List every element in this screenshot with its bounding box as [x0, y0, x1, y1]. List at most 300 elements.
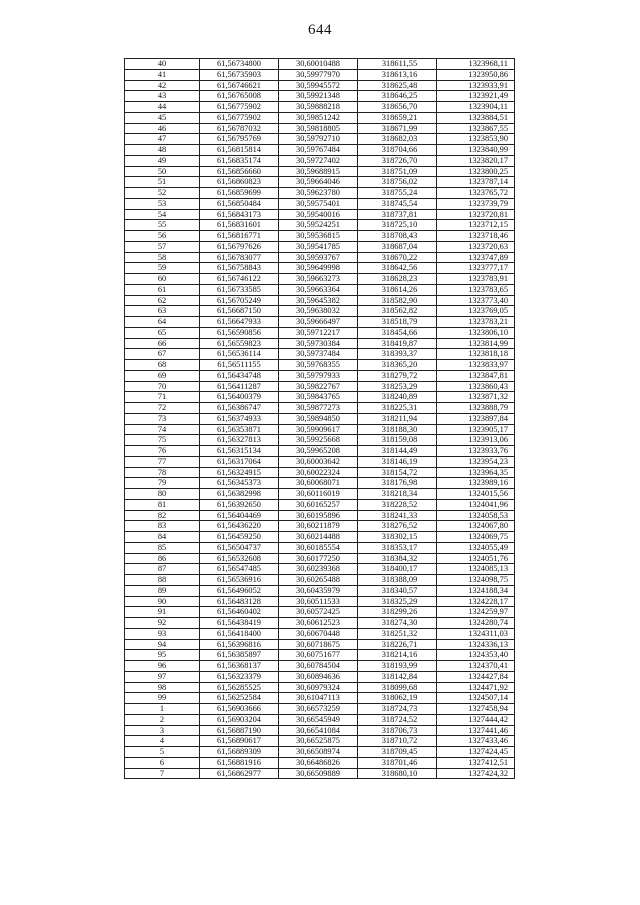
y-coordinate-cell: 1323913,06: [437, 435, 515, 446]
x-coordinate-cell: 318701,46: [358, 757, 437, 768]
x-coordinate-cell: 318340,57: [358, 585, 437, 596]
longitude-cell: 30,60010488: [279, 59, 358, 70]
y-coordinate-cell: 1327424,32: [437, 768, 515, 779]
longitude-cell: 30,59925668: [279, 435, 358, 446]
point-number-cell: 62: [125, 295, 200, 306]
point-number-cell: 47: [125, 134, 200, 145]
point-number-cell: 94: [125, 639, 200, 650]
table-row: [125, 542, 515, 553]
latitude-cell: 61,56345373: [200, 478, 279, 489]
table-row: [125, 252, 515, 263]
point-number-cell: 65: [125, 327, 200, 338]
latitude-cell: 61,56559823: [200, 338, 279, 349]
y-coordinate-cell: 1323954,23: [437, 456, 515, 467]
latitude-cell: 61,56323379: [200, 671, 279, 682]
y-coordinate-cell: 1323989,16: [437, 478, 515, 489]
latitude-cell: 61,56903666: [200, 704, 279, 715]
coordinates-table-body: [125, 59, 515, 779]
y-coordinate-cell: 1323720,63: [437, 241, 515, 252]
x-coordinate-cell: 318146,19: [358, 456, 437, 467]
longitude-cell: 30,59638032: [279, 306, 358, 317]
point-number-cell: 93: [125, 628, 200, 639]
latitude-cell: 61,56862977: [200, 768, 279, 779]
y-coordinate-cell: 1324055,49: [437, 542, 515, 553]
x-coordinate-cell: 318226,71: [358, 639, 437, 650]
point-number-cell: 46: [125, 123, 200, 134]
point-number-cell: 75: [125, 435, 200, 446]
longitude-cell: 30,60894636: [279, 671, 358, 682]
longitude-cell: 30,59666497: [279, 317, 358, 328]
table-row: [125, 392, 515, 403]
x-coordinate-cell: 318582,90: [358, 295, 437, 306]
x-coordinate-cell: 318211,94: [358, 413, 437, 424]
longitude-cell: 30,59730384: [279, 338, 358, 349]
latitude-cell: 61,56460402: [200, 607, 279, 618]
y-coordinate-cell: 1324427,84: [437, 671, 515, 682]
y-coordinate-cell: 1323777,17: [437, 263, 515, 274]
y-coordinate-cell: 1327458,94: [437, 704, 515, 715]
x-coordinate-cell: 318710,72: [358, 736, 437, 747]
latitude-cell: 61,56385897: [200, 650, 279, 661]
longitude-cell: 30,59593767: [279, 252, 358, 263]
y-coordinate-cell: 1324067,80: [437, 521, 515, 532]
table-row: [125, 69, 515, 80]
latitude-cell: 61,56547485: [200, 564, 279, 575]
point-number-cell: 72: [125, 403, 200, 414]
y-coordinate-cell: 1323718,46: [437, 231, 515, 242]
latitude-cell: 61,56765008: [200, 91, 279, 102]
longitude-cell: 30,59888218: [279, 102, 358, 113]
y-coordinate-cell: 1323860,43: [437, 381, 515, 392]
point-number-cell: 48: [125, 145, 200, 156]
y-coordinate-cell: 1323933,76: [437, 446, 515, 457]
point-number-cell: 57: [125, 241, 200, 252]
latitude-cell: 61,56856660: [200, 166, 279, 177]
table-row: [125, 370, 515, 381]
latitude-cell: 61,56411287: [200, 381, 279, 392]
longitude-cell: 30,59663364: [279, 284, 358, 295]
point-number-cell: 50: [125, 166, 200, 177]
longitude-cell: 30,66525875: [279, 736, 358, 747]
x-coordinate-cell: 318656,70: [358, 102, 437, 113]
table-row: [125, 306, 515, 317]
longitude-cell: 30,59977970: [279, 69, 358, 80]
x-coordinate-cell: 318325,29: [358, 596, 437, 607]
x-coordinate-cell: 318274,30: [358, 618, 437, 629]
latitude-cell: 61,56496052: [200, 585, 279, 596]
table-row: [125, 381, 515, 392]
table-row: [125, 725, 515, 736]
y-coordinate-cell: 1324085,13: [437, 564, 515, 575]
x-coordinate-cell: 318253,29: [358, 381, 437, 392]
x-coordinate-cell: 318706,73: [358, 725, 437, 736]
latitude-cell: 61,56735903: [200, 69, 279, 80]
y-coordinate-cell: 1324280,74: [437, 618, 515, 629]
table-row: [125, 338, 515, 349]
table-row: [125, 757, 515, 768]
x-coordinate-cell: 318709,45: [358, 747, 437, 758]
x-coordinate-cell: 318670,22: [358, 252, 437, 263]
y-coordinate-cell: 1324015,56: [437, 489, 515, 500]
point-number-cell: 82: [125, 510, 200, 521]
longitude-cell: 30,59894850: [279, 413, 358, 424]
longitude-cell: 30,60751677: [279, 650, 358, 661]
latitude-cell: 61,56889309: [200, 747, 279, 758]
table-row: [125, 456, 515, 467]
y-coordinate-cell: 1327424,45: [437, 747, 515, 758]
longitude-cell: 30,59712217: [279, 327, 358, 338]
latitude-cell: 61,56400379: [200, 392, 279, 403]
y-coordinate-cell: 1323904,11: [437, 102, 515, 113]
point-number-cell: 74: [125, 424, 200, 435]
longitude-cell: 30,59843765: [279, 392, 358, 403]
x-coordinate-cell: 318154,72: [358, 467, 437, 478]
x-coordinate-cell: 318214,16: [358, 650, 437, 661]
point-number-cell: 56: [125, 231, 200, 242]
table-row: [125, 478, 515, 489]
table-row: [125, 166, 515, 177]
point-number-cell: 80: [125, 489, 200, 500]
y-coordinate-cell: 1324058,53: [437, 510, 515, 521]
point-number-cell: 4: [125, 736, 200, 747]
longitude-cell: 30,60195896: [279, 510, 358, 521]
point-number-cell: 44: [125, 102, 200, 113]
table-row: [125, 521, 515, 532]
x-coordinate-cell: 318193,99: [358, 661, 437, 672]
longitude-cell: 30,60784504: [279, 661, 358, 672]
x-coordinate-cell: 318724,52: [358, 714, 437, 725]
x-coordinate-cell: 318388,09: [358, 575, 437, 586]
point-number-cell: 86: [125, 553, 200, 564]
y-coordinate-cell: 1324507,14: [437, 693, 515, 704]
longitude-cell: 30,59664046: [279, 177, 358, 188]
y-coordinate-cell: 1327412,51: [437, 757, 515, 768]
point-number-cell: 3: [125, 725, 200, 736]
latitude-cell: 61,56536114: [200, 349, 279, 360]
table-row: [125, 639, 515, 650]
latitude-cell: 61,56746122: [200, 274, 279, 285]
longitude-cell: 30,59965208: [279, 446, 358, 457]
y-coordinate-cell: 1323773,40: [437, 295, 515, 306]
y-coordinate-cell: 1323747,89: [437, 252, 515, 263]
longitude-cell: 30,66486826: [279, 757, 358, 768]
point-number-cell: 69: [125, 370, 200, 381]
x-coordinate-cell: 318659,21: [358, 112, 437, 123]
x-coordinate-cell: 318745,54: [358, 198, 437, 209]
point-number-cell: 6: [125, 757, 200, 768]
latitude-cell: 61,56758843: [200, 263, 279, 274]
latitude-cell: 61,56436220: [200, 521, 279, 532]
longitude-cell: 30,59737484: [279, 349, 358, 360]
y-coordinate-cell: 1324041,96: [437, 499, 515, 510]
y-coordinate-cell: 1323806,10: [437, 327, 515, 338]
x-coordinate-cell: 318241,33: [358, 510, 437, 521]
latitude-cell: 61,56787032: [200, 123, 279, 134]
longitude-cell: 30,59768355: [279, 360, 358, 371]
table-row: [125, 424, 515, 435]
point-number-cell: 98: [125, 682, 200, 693]
longitude-cell: 30,59645382: [279, 295, 358, 306]
latitude-cell: 61,56734800: [200, 59, 279, 70]
y-coordinate-cell: 1323884,51: [437, 112, 515, 123]
latitude-cell: 61,56459250: [200, 532, 279, 543]
table-row: [125, 145, 515, 156]
y-coordinate-cell: 1324051,76: [437, 553, 515, 564]
point-number-cell: 60: [125, 274, 200, 285]
point-number-cell: 2: [125, 714, 200, 725]
table-row: [125, 91, 515, 102]
longitude-cell: 30,66508974: [279, 747, 358, 758]
longitude-cell: 30,60185554: [279, 542, 358, 553]
table-row: [125, 155, 515, 166]
longitude-cell: 30,59649998: [279, 263, 358, 274]
table-row: [125, 177, 515, 188]
latitude-cell: 61,56532608: [200, 553, 279, 564]
table-row: [125, 403, 515, 414]
table-row: [125, 618, 515, 629]
longitude-cell: 30,60068071: [279, 478, 358, 489]
longitude-cell: 30,59792710: [279, 134, 358, 145]
x-coordinate-cell: 318176,98: [358, 478, 437, 489]
y-coordinate-cell: 1323871,32: [437, 392, 515, 403]
longitude-cell: 30,59818805: [279, 123, 358, 134]
x-coordinate-cell: 318240,89: [358, 392, 437, 403]
x-coordinate-cell: 318708,43: [358, 231, 437, 242]
table-row: [125, 650, 515, 661]
x-coordinate-cell: 318454,66: [358, 327, 437, 338]
point-number-cell: 41: [125, 69, 200, 80]
point-number-cell: 63: [125, 306, 200, 317]
y-coordinate-cell: 1327444,42: [437, 714, 515, 725]
table-row: [125, 714, 515, 725]
latitude-cell: 61,56775902: [200, 102, 279, 113]
x-coordinate-cell: 318276,52: [358, 521, 437, 532]
longitude-cell: 30,60165257: [279, 499, 358, 510]
table-row: [125, 768, 515, 779]
longitude-cell: 30,59767484: [279, 145, 358, 156]
longitude-cell: 30,59575401: [279, 198, 358, 209]
latitude-cell: 61,56890617: [200, 736, 279, 747]
latitude-cell: 61,56831601: [200, 220, 279, 231]
x-coordinate-cell: 318625,48: [358, 80, 437, 91]
latitude-cell: 61,56386747: [200, 403, 279, 414]
x-coordinate-cell: 318251,32: [358, 628, 437, 639]
longitude-cell: 30,60116019: [279, 489, 358, 500]
point-number-cell: 45: [125, 112, 200, 123]
table-row: [125, 134, 515, 145]
point-number-cell: 58: [125, 252, 200, 263]
longitude-cell: 30,60612523: [279, 618, 358, 629]
longitude-cell: 30,60022324: [279, 467, 358, 478]
point-number-cell: 77: [125, 456, 200, 467]
y-coordinate-cell: 1323897,84: [437, 413, 515, 424]
table-row: [125, 360, 515, 371]
point-number-cell: 90: [125, 596, 200, 607]
y-coordinate-cell: 1324353,40: [437, 650, 515, 661]
table-row: [125, 499, 515, 510]
longitude-cell: 30,60511533: [279, 596, 358, 607]
point-number-cell: 61: [125, 284, 200, 295]
longitude-cell: 30,59524251: [279, 220, 358, 231]
y-coordinate-cell: 1323818,18: [437, 349, 515, 360]
x-coordinate-cell: 318062,19: [358, 693, 437, 704]
table-row: [125, 704, 515, 715]
longitude-cell: 30,60435979: [279, 585, 358, 596]
longitude-cell: 30,59663273: [279, 274, 358, 285]
x-coordinate-cell: 318642,56: [358, 263, 437, 274]
table-row: [125, 607, 515, 618]
longitude-cell: 30,60211879: [279, 521, 358, 532]
latitude-cell: 61,56511155: [200, 360, 279, 371]
latitude-cell: 61,56324915: [200, 467, 279, 478]
y-coordinate-cell: 1323765,72: [437, 188, 515, 199]
table-row: [125, 112, 515, 123]
table-row: [125, 596, 515, 607]
longitude-cell: 30,60670448: [279, 628, 358, 639]
y-coordinate-cell: 1323905,17: [437, 424, 515, 435]
latitude-cell: 61,56815814: [200, 145, 279, 156]
y-coordinate-cell: 1323820,17: [437, 155, 515, 166]
x-coordinate-cell: 318099,68: [358, 682, 437, 693]
page-number: 644: [308, 22, 332, 38]
latitude-cell: 61,56353871: [200, 424, 279, 435]
point-number-cell: 7: [125, 768, 200, 779]
table-row: [125, 564, 515, 575]
x-coordinate-cell: 318225,31: [358, 403, 437, 414]
table-row: [125, 295, 515, 306]
y-coordinate-cell: 1324471,92: [437, 682, 515, 693]
x-coordinate-cell: 318611,55: [358, 59, 437, 70]
point-number-cell: 87: [125, 564, 200, 575]
table-row: [125, 123, 515, 134]
x-coordinate-cell: 318353,17: [358, 542, 437, 553]
point-number-cell: 78: [125, 467, 200, 478]
x-coordinate-cell: 318704,66: [358, 145, 437, 156]
point-number-cell: 76: [125, 446, 200, 457]
longitude-cell: 30,66541084: [279, 725, 358, 736]
x-coordinate-cell: 318755,24: [358, 188, 437, 199]
latitude-cell: 61,56881916: [200, 757, 279, 768]
point-number-cell: 5: [125, 747, 200, 758]
point-number-cell: 81: [125, 499, 200, 510]
table-row: [125, 553, 515, 564]
longitude-cell: 30,59536815: [279, 231, 358, 242]
point-number-cell: 91: [125, 607, 200, 618]
x-coordinate-cell: 318680,10: [358, 768, 437, 779]
table-row: [125, 188, 515, 199]
table-row: [125, 467, 515, 478]
y-coordinate-cell: 1323833,97: [437, 360, 515, 371]
latitude-cell: 61,56647933: [200, 317, 279, 328]
point-number-cell: 84: [125, 532, 200, 543]
point-number-cell: 71: [125, 392, 200, 403]
y-coordinate-cell: 1323853,90: [437, 134, 515, 145]
longitude-cell: 30,59909617: [279, 424, 358, 435]
longitude-cell: 30,60979324: [279, 682, 358, 693]
latitude-cell: 61,56850484: [200, 198, 279, 209]
x-coordinate-cell: 318737,81: [358, 209, 437, 220]
y-coordinate-cell: 1323847,81: [437, 370, 515, 381]
table-row: [125, 59, 515, 70]
x-coordinate-cell: 318751,09: [358, 166, 437, 177]
table-row: [125, 263, 515, 274]
y-coordinate-cell: 1323964,35: [437, 467, 515, 478]
y-coordinate-cell: 1324098,75: [437, 575, 515, 586]
x-coordinate-cell: 318518,79: [358, 317, 437, 328]
point-number-cell: 96: [125, 661, 200, 672]
latitude-cell: 61,56746621: [200, 80, 279, 91]
table-row: [125, 489, 515, 500]
point-number-cell: 53: [125, 198, 200, 209]
table-row: [125, 231, 515, 242]
table-row: [125, 102, 515, 113]
latitude-cell: 61,56483128: [200, 596, 279, 607]
x-coordinate-cell: 318302,15: [358, 532, 437, 543]
y-coordinate-cell: 1323783,21: [437, 317, 515, 328]
point-number-cell: 66: [125, 338, 200, 349]
y-coordinate-cell: 1327433,46: [437, 736, 515, 747]
x-coordinate-cell: 318726,70: [358, 155, 437, 166]
table-row: [125, 661, 515, 672]
latitude-cell: 61,56418400: [200, 628, 279, 639]
point-number-cell: 73: [125, 413, 200, 424]
x-coordinate-cell: 318400,17: [358, 564, 437, 575]
longitude-cell: 30,59541785: [279, 241, 358, 252]
longitude-cell: 30,66573259: [279, 704, 358, 715]
point-number-cell: 55: [125, 220, 200, 231]
point-number-cell: 95: [125, 650, 200, 661]
table-row: [125, 284, 515, 295]
x-coordinate-cell: 318562,82: [358, 306, 437, 317]
longitude-cell: 30,60177250: [279, 553, 358, 564]
y-coordinate-cell: 1324069,75: [437, 532, 515, 543]
table-row: [125, 682, 515, 693]
latitude-cell: 61,56392650: [200, 499, 279, 510]
table-row: [125, 209, 515, 220]
x-coordinate-cell: 318384,32: [358, 553, 437, 564]
table-row: [125, 413, 515, 424]
longitude-cell: 30,66509889: [279, 768, 358, 779]
latitude-cell: 61,56590856: [200, 327, 279, 338]
table-row: [125, 671, 515, 682]
y-coordinate-cell: 1323720,81: [437, 209, 515, 220]
x-coordinate-cell: 318144,49: [358, 446, 437, 457]
point-number-cell: 51: [125, 177, 200, 188]
latitude-cell: 61,56687150: [200, 306, 279, 317]
longitude-cell: 30,59797933: [279, 370, 358, 381]
longitude-cell: 30,59851242: [279, 112, 358, 123]
y-coordinate-cell: 1324259,97: [437, 607, 515, 618]
point-number-cell: 49: [125, 155, 200, 166]
point-number-cell: 67: [125, 349, 200, 360]
latitude-cell: 61,56396816: [200, 639, 279, 650]
y-coordinate-cell: 1324228,17: [437, 596, 515, 607]
table-row: [125, 349, 515, 360]
latitude-cell: 61,56404469: [200, 510, 279, 521]
longitude-cell: 30,60214488: [279, 532, 358, 543]
y-coordinate-cell: 1323933,91: [437, 80, 515, 91]
point-number-cell: 99: [125, 693, 200, 704]
x-coordinate-cell: 318393,37: [358, 349, 437, 360]
latitude-cell: 61,56504737: [200, 542, 279, 553]
x-coordinate-cell: 318228,52: [358, 499, 437, 510]
x-coordinate-cell: 318725,10: [358, 220, 437, 231]
latitude-cell: 61,56434748: [200, 370, 279, 381]
latitude-cell: 61,56903204: [200, 714, 279, 725]
table-row: [125, 220, 515, 231]
longitude-cell: 30,60265488: [279, 575, 358, 586]
latitude-cell: 61,56368137: [200, 661, 279, 672]
